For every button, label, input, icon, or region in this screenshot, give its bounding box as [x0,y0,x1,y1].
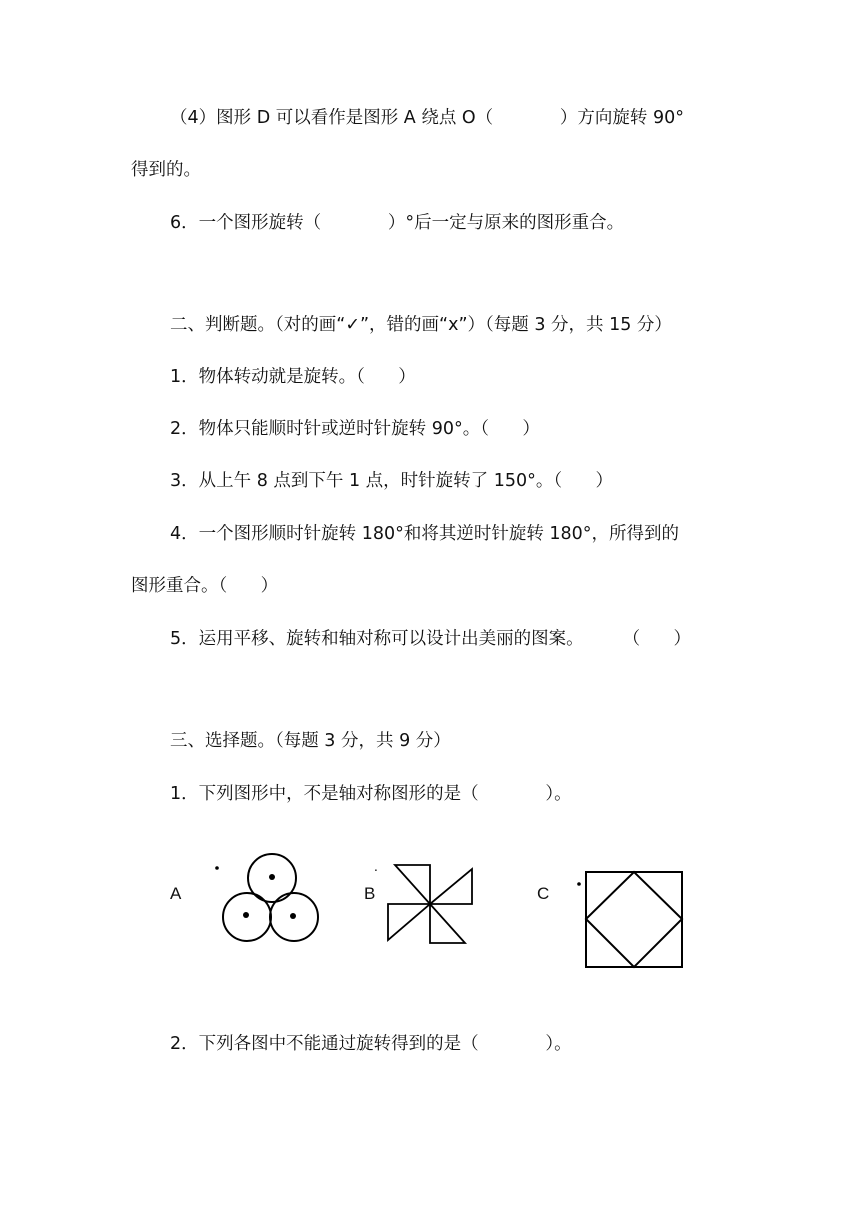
option-c-label: C [537,884,550,903]
judge-question-3: 3．从上午 8 点到下午 1 点，时针旋转了 150°。（ ） [170,471,613,491]
section-3-heading: 三、选择题。（每题 3 分，共 9 分） [170,731,451,751]
judge-question-1: 1．物体转动就是旋转。（ ） [170,367,416,387]
judge-question-5: 5．运用平移、旋转和轴对称可以设计出美丽的图案。 （ ） [170,629,691,649]
option-c-figure [570,862,690,972]
choice-question-2: 2．下列各图中不能通过旋转得到的是（ ）。 [170,1034,572,1054]
judge-question-4-line2: 图形重合。（ ） [131,576,279,596]
pinwheel-blade-left [388,904,430,940]
choice-question-1: 1．下列图形中，不是轴对称图形的是（ ）。 [170,784,572,804]
pinwheel-blade-top [395,865,430,904]
outer-square [586,872,682,967]
pinwheel-blade-bottom [430,904,465,943]
q5-4-line1: （4）图形 D 可以看作是图形 A 绕点 O（ ）方向旋转 90° [170,108,685,128]
inner-rotated-square [586,872,682,967]
judge-question-4-line1: 4．一个图形顺时针旋转 180°和将其逆时针旋转 180°，所得到的 [170,524,680,544]
pinwheel-blade-right [430,869,472,904]
q5-4-line2: 得到的。 [131,160,201,180]
option-b-figure [370,855,480,945]
svg-text:.: . [374,860,378,874]
question-6: 6．一个图形旋转（ ）°后一定与原来的图形重合。 [170,213,625,233]
judge-question-2: 2．物体只能顺时针或逆时针旋转 90°。（ ） [170,419,540,439]
option-a-dot-stray [215,866,219,870]
section-2-heading: 二、判断题。（对的画“✓”，错的画“x”）（每题 3 分，共 15 分） [170,315,672,335]
option-b-label: B [364,884,376,903]
option-a-label: A [170,884,182,903]
option-a-figure [212,850,322,950]
